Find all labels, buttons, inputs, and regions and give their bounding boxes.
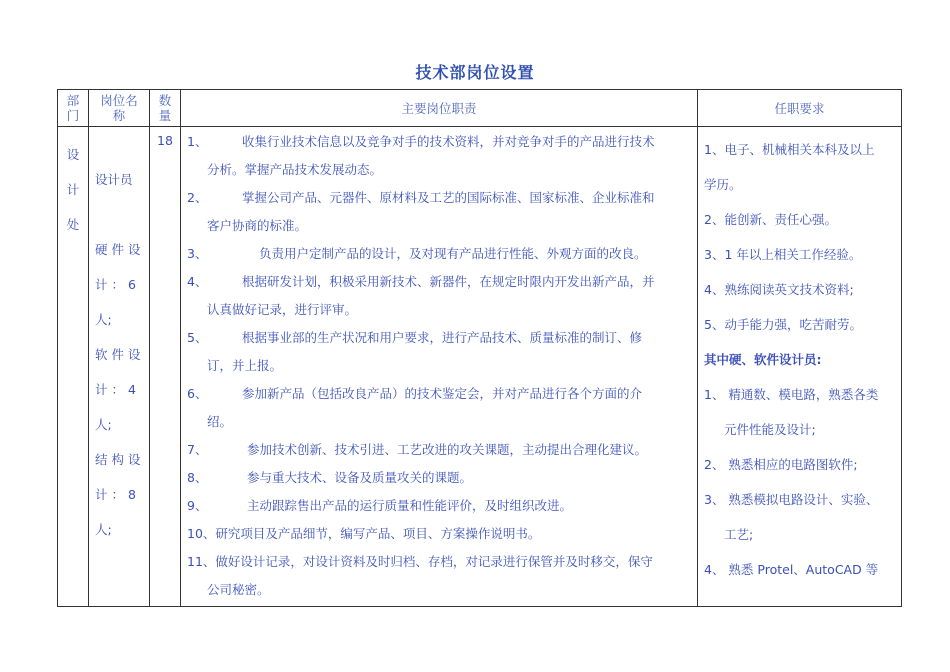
- list-item: 1、电子、机械相关本科及以上: [704, 142, 875, 157]
- page-title: 技术部岗位设置: [415, 63, 535, 82]
- requirements-subheading: 其中硬、软件设计员:: [704, 352, 822, 367]
- header-requirements: 任职要求: [698, 90, 902, 127]
- list-item: 7、 参加技术创新、技术引进、工艺改进的攻关课题，主动提出合理化建议。: [187, 442, 648, 457]
- header-dept: 部 门: [58, 90, 89, 127]
- header-post: 岗位名 称: [89, 90, 150, 127]
- table-row: [58, 127, 902, 607]
- post-name: 设计员: [95, 172, 133, 187]
- list-item: 1、 精通数、模电路，熟悉各类: [704, 387, 879, 402]
- list-item: 3、 负责用户定制产品的设计，及对现有产品进行性能、外观方面的改良。: [187, 246, 647, 261]
- post-hardware: 硬 件 设: [95, 242, 141, 257]
- header-duties: 主要岗位职责: [181, 90, 698, 127]
- list-item: 3、 熟悉模拟电路设计、实验、: [704, 492, 879, 507]
- list-item: 10、研究项目及产品细节，编写产品、项目、方案操作说明书。: [187, 526, 541, 541]
- header-quantity: 数 量: [150, 90, 181, 127]
- list-item: 2、 熟悉相应的电路图软件;: [704, 457, 858, 472]
- list-item: 2、能创新、责任心强。: [704, 212, 837, 227]
- dept-cell: 设 计 处: [58, 127, 89, 607]
- list-item: 2、 掌握公司产品、元器件、原材料及工艺的国际标准、国家标准、企业标准和 客户协商的标准。: [187, 190, 655, 233]
- list-item: 4、熟练阅读英文技术资料;: [704, 282, 854, 297]
- post-cell: 设计员 硬 件 设 计 ： 6 人; 软 件 设 计 ： 4 人; 结 构 设 计 ： 8 人;: [89, 127, 150, 607]
- list-item: 1、 收集行业技术信息以及竞争对手的技术资料，并对竞争对手的产品进行技术 分析。掌握产品技术发展动态。: [187, 134, 655, 177]
- requirements-cell: 1、电子、机械相关本科及以上 学历。 2、能创新、责任心强。 3、1 年以上相关工作经验。 4、熟练阅读英文技术资料; 5、动手能力强，吃苦耐劳。 其中硬、软件设计员: 1、 精通数、模电路，熟悉各类 元件性能及设计; 2、 熟悉相应的电路图软件; 3、 熟悉模拟电路设计、实验、 工艺; 4、 熟悉 Protel、AutoCAD 等: [698, 127, 902, 607]
- list-item: 6、 参加新产品（包括改良产品）的技术鉴定会，并对产品进行各个方面的介 绍。: [187, 386, 643, 429]
- list-item: 5、动手能力强，吃苦耐劳。: [704, 317, 862, 332]
- list-item: 8、 参与重大技术、设备及质量攻关的课题。: [187, 470, 473, 485]
- duties-cell: [181, 127, 698, 607]
- header-row: [58, 90, 902, 127]
- quantity-cell: 18: [150, 127, 181, 607]
- post-software: 软 件 设: [95, 347, 141, 362]
- list-item: 11、做好设计记录，对设计资料及时归档、存档，对记录进行保管并及时移交，保守 公司秘密。: [187, 554, 653, 597]
- position-table: [57, 89, 902, 607]
- list-item: 3、1 年以上相关工作经验。: [704, 247, 862, 262]
- list-item: 4、 熟悉 Protel、AutoCAD 等: [704, 562, 879, 577]
- list-item: 5、 根据事业部的生产状况和用户要求，进行产品技术、质量标准的制订、修 订，并上报。: [187, 330, 643, 373]
- list-item: 9、 主动跟踪售出产品的运行质量和性能评价，及时组织改进。: [187, 498, 573, 513]
- list-item: 4、 根据研发计划，积极采用新技术、新器件，在规定时限内开发出新产品，并 认真做好记录，进行评审。: [187, 274, 655, 317]
- post-structure: 结 构 设: [95, 452, 141, 467]
